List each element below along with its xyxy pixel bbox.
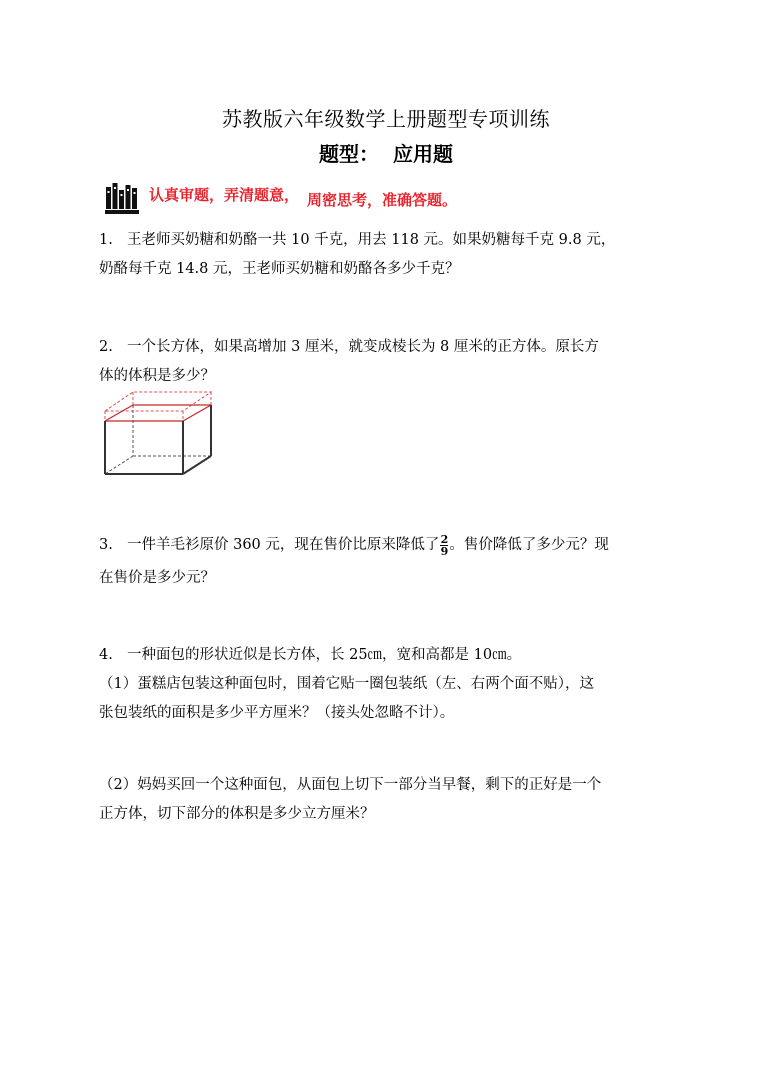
question-text: 一种面包的形状近似是长方体，长 25㎝，宽和高都是 10㎝。 <box>127 647 522 663</box>
question-text: 体的体积是多少？ <box>99 368 215 384</box>
cuboid-figure <box>103 390 215 478</box>
question-3 <box>99 531 677 593</box>
page-title: 苏教版六年级数学上册题型专项训练 <box>222 107 550 131</box>
sub-question-text: 正方体，切下部分的体积是多少立方厘米？ <box>99 806 375 822</box>
question-4-part-2 <box>99 771 677 829</box>
question-1 <box>99 226 677 284</box>
subtitle-value: 应用题 <box>393 142 453 166</box>
sub-question-text: （1）蛋糕店包装这种面包时，围着它贴一圈包装纸（左、右两个面不贴），这 <box>99 676 594 692</box>
question-text: 王老师买奶糖和奶酪一共 10 千克，用去 118 元。如果奶糖每千克 9.8 元， <box>127 232 616 248</box>
fraction-numerator: 2 <box>440 532 449 546</box>
question-2 <box>99 333 677 391</box>
question-number: 2. <box>99 339 113 355</box>
sub-question-text: 张包装纸的面积是多少平方厘米？（接头处忽略不计）。 <box>99 705 455 721</box>
subtitle-label: 题型： <box>319 142 379 166</box>
motto-text-1: 认真审题，弄清题意， <box>149 185 300 204</box>
question-number: 4. <box>99 647 113 663</box>
question-text: 一个长方体，如果高增加 3 厘米，就变成棱长为 8 厘米的正方体。原长方 <box>127 339 599 355</box>
question-number: 1. <box>99 232 113 248</box>
fraction-denominator: 9 <box>440 544 449 558</box>
motto-banner <box>105 181 457 215</box>
sub-question-text: （2）妈妈买回一个这种面包，从面包上切下一部分当早餐，剩下的正好是一个 <box>99 777 602 793</box>
question-4 <box>99 641 677 728</box>
question-text: 。售价降低了多少元？现 <box>449 537 609 553</box>
books-icon <box>105 182 141 215</box>
motto-text-2: 周密思考，准确答题。 <box>307 190 458 209</box>
question-text: 奶酪每千克 14.8 元，王老师买奶糖和奶酪各多少千克？ <box>99 261 460 277</box>
question-text: 一件羊毛衫原价 360 元，现在售价比原来降低了 <box>127 537 440 553</box>
question-number: 3. <box>99 537 113 553</box>
page-subtitle <box>0 138 772 167</box>
fraction <box>440 534 448 557</box>
question-text: 在售价是多少元？ <box>99 570 215 586</box>
